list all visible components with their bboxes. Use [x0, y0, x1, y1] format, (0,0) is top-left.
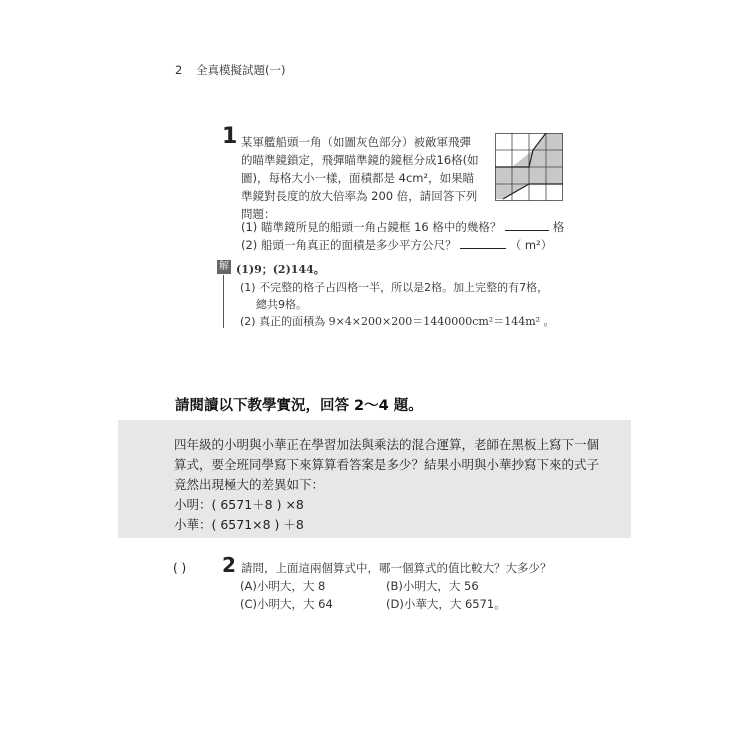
page-number: 2	[175, 63, 183, 77]
q1-sub-1	[241, 219, 564, 235]
scenario-line-1: 四年級的小明與小華正在學習加法與乘法的混合運算，老師在黑板上寫下一個	[174, 437, 600, 452]
q1-line-1: 某軍艦船頭一角（如圖灰色部分）被敵軍飛彈	[241, 135, 471, 149]
section-title: 請閱讀以下教學實況，回答 2～4 題。	[175, 398, 423, 414]
option-d[interactable]: (D)小華大，大 6571。	[386, 597, 506, 611]
q1-sub-2	[241, 237, 552, 253]
question-1-number: 1	[222, 124, 238, 149]
q1-sub-2-text: (2) 船頭一角真正的面積是多少平方公尺？	[241, 238, 457, 252]
solution-badge: 解	[219, 261, 229, 272]
scenario-line-3: 竟然出現極大的差異如下：	[174, 477, 325, 492]
xiaoming-expression: 小明：( 6571＋8 ) ×8	[174, 497, 304, 512]
solution-line-3	[240, 313, 555, 329]
question-2-number: 2	[222, 553, 236, 577]
q1-line-5: 問題：	[241, 207, 276, 221]
option-c[interactable]: (C)小明大，大 64	[240, 597, 333, 611]
page-title: 全真模擬試題(一)	[195, 63, 286, 77]
solution-line-2: 總共9格。	[256, 298, 307, 311]
solution-bar	[223, 275, 224, 328]
answer-parentheses[interactable]: ( )	[173, 561, 187, 575]
scenario-line-2: 算式，要全班同學寫下來算算看答案是多少？結果小明與小華抄寫下來的式子	[174, 457, 600, 472]
q1-sub-1-blank[interactable]	[505, 220, 549, 231]
page-header	[175, 62, 285, 78]
scope-grid-figure	[495, 133, 563, 203]
q1-sub-2-blank[interactable]	[460, 238, 506, 249]
option-b[interactable]: (B)小明大，大 56	[386, 579, 479, 593]
option-a[interactable]: (A)小明大，大 8	[240, 579, 326, 593]
q1-line-3: 圖)，每格大小一樣，面積都是 4cm²，如果瞄	[241, 171, 475, 185]
solution-answer: (1)9；(2)144。	[236, 263, 325, 276]
solution-line-3-prefix: (2) 真正的面積為	[240, 315, 326, 328]
q1-line-2: 的瞄準鏡鎖定，飛彈瞄準鏡的鏡框分成16格(如	[241, 153, 479, 167]
q1-sub-1-text: (1) 瞄準鏡所見的船頭一角占鏡框 16 格中的幾格？	[241, 220, 502, 234]
q1-sub-2-unit: （ m²）	[509, 238, 553, 252]
solution-line-1: (1) 不完整的格子占四格一半，所以是2格。加上完整的有7格，	[240, 281, 549, 294]
area-formula: 9×4×200×200＝1440000cm²＝144m²	[328, 315, 541, 328]
q1-sub-1-unit: 格	[552, 220, 565, 234]
question-2-stem: 請問，上面這兩個算式中，哪一個算式的值比較大？大多少？	[241, 561, 552, 575]
q1-line-4: 準鏡對長度的放大倍率為 200 倍，請回答下列	[241, 189, 478, 203]
xiaohua-expression: 小華：( 6571×8 ) ＋8	[174, 517, 304, 532]
solution-line-3-suffix: 。	[543, 315, 555, 328]
